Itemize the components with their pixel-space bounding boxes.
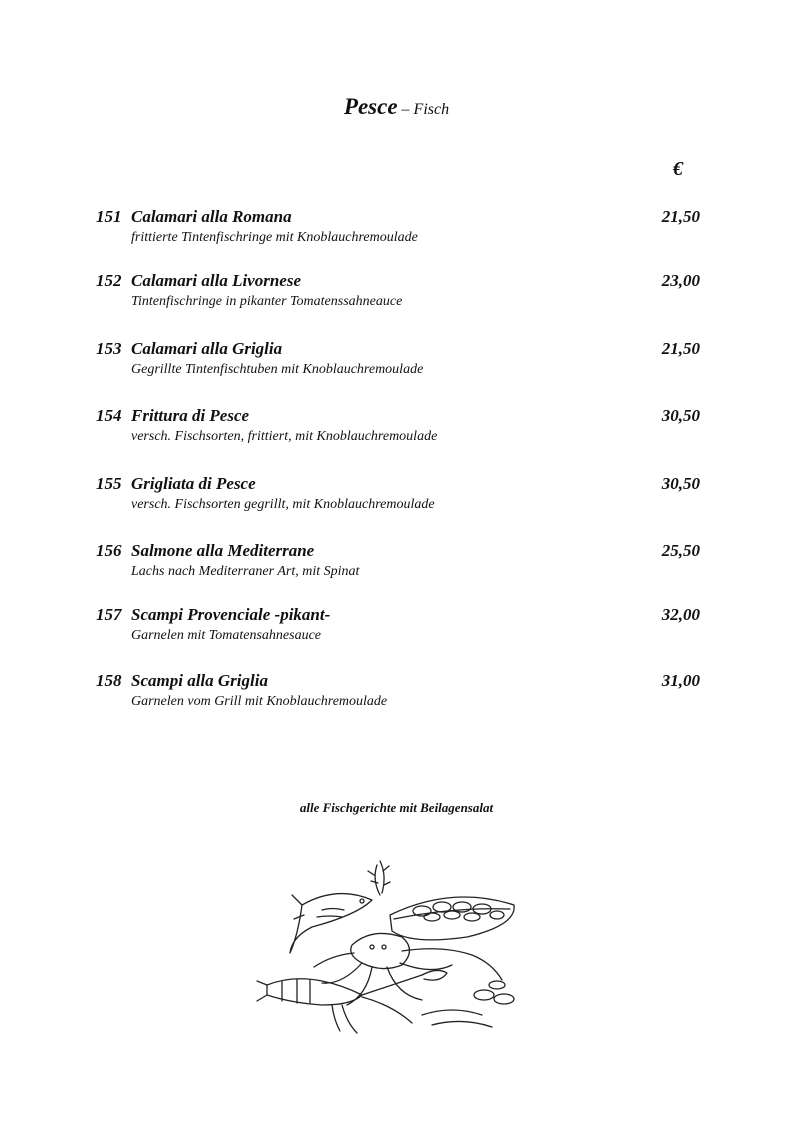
item-price: 21,50	[661, 339, 700, 358]
item-description: Garnelen vom Grill mit Knoblauchremoulade	[131, 694, 388, 709]
item-price: 25,50	[661, 541, 700, 560]
item-number: 154	[96, 406, 122, 425]
footer-note: alle Fischgerichte mit Beilagensalat	[299, 800, 494, 815]
item-name: Scampi Provenciale -pikant-	[131, 605, 331, 624]
item-price: 23,00	[661, 271, 700, 290]
item-number: 153	[96, 339, 122, 358]
item-name: Frittura di Pesce	[131, 406, 250, 425]
item-price: 30,50	[661, 406, 700, 425]
item-description: Gegrillte Tintenfischtuben mit Knoblauchremoulade	[131, 362, 424, 377]
item-name: Calamari alla Romana	[131, 207, 292, 226]
item-price: 21,50	[661, 207, 700, 226]
menu-item	[96, 605, 700, 643]
title-subtitle: – Fisch	[401, 101, 450, 118]
item-price: 31,00	[661, 671, 700, 690]
item-name: Salmone alla Mediterrane	[131, 541, 315, 560]
item-name: Grigliata di Pesce	[131, 474, 256, 493]
page-title	[0, 94, 793, 120]
item-description: versch. Fischsorten gegrillt, mit Knoblauchremoulade	[131, 497, 435, 512]
item-number: 156	[96, 541, 122, 560]
item-name: Scampi alla Griglia	[131, 671, 268, 690]
menu-item	[96, 271, 700, 309]
seafood-illustration-icon	[252, 855, 537, 1040]
menu-item	[96, 339, 700, 377]
menu-item	[96, 541, 700, 579]
item-description: Garnelen mit Tomatensahnesauce	[131, 628, 322, 643]
item-description: frittierte Tintenfischringe mit Knoblauchremoulade	[131, 230, 418, 245]
title-main: Pesce	[343, 94, 398, 119]
item-name: Calamari alla Griglia	[131, 339, 283, 358]
item-number: 157	[96, 605, 122, 624]
item-number: 155	[96, 474, 122, 493]
menu-item	[96, 207, 700, 245]
item-number: 152	[96, 271, 122, 290]
item-number: 151	[96, 207, 122, 226]
item-description: Lachs nach Mediterraner Art, mit Spinat	[131, 564, 360, 579]
menu-item	[96, 474, 700, 512]
menu-item	[96, 671, 700, 709]
item-price: 30,50	[661, 474, 700, 493]
item-name: Calamari alla Livornese	[131, 271, 301, 290]
currency-symbol: €	[673, 158, 683, 180]
menu-item	[96, 406, 700, 444]
item-number: 158	[96, 671, 122, 690]
item-price: 32,00	[661, 605, 700, 624]
item-description: versch. Fischsorten, frittiert, mit Knoblauchremoulade	[131, 429, 438, 444]
item-description: Tintenfischringe in pikanter Tomatenssahneauce	[131, 294, 403, 309]
